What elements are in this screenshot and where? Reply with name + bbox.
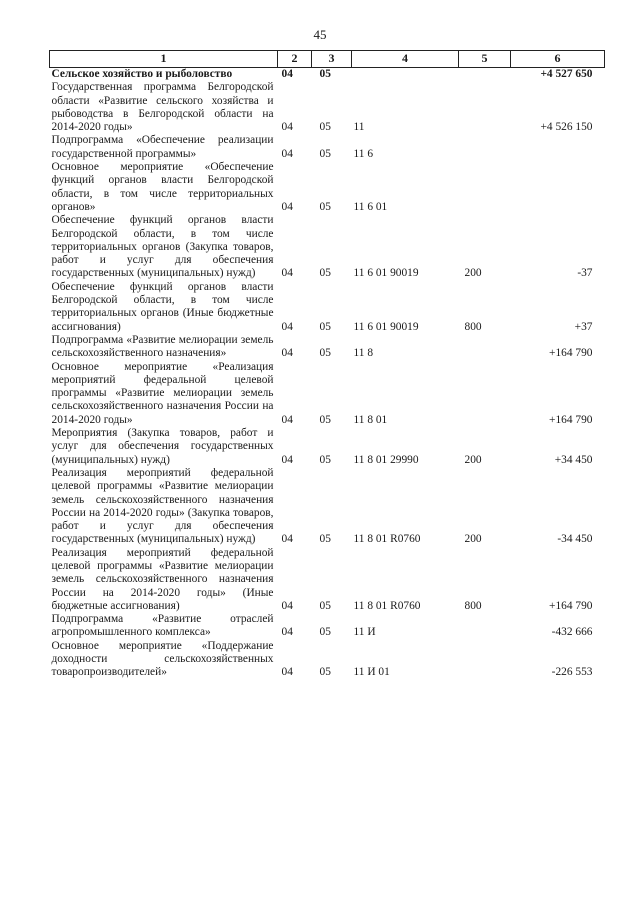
row-code-expense-type bbox=[459, 613, 511, 640]
row-code-target: 11 8 bbox=[353, 347, 374, 360]
table-row bbox=[50, 81, 605, 134]
table-row bbox=[50, 214, 605, 280]
row-name: Подпрограмма «Развитие мелиорации земель сельскохозяйственного назначения» bbox=[51, 333, 274, 360]
row-code-subsection: 05 bbox=[319, 320, 331, 333]
row-code-expense-type bbox=[459, 134, 511, 161]
row-code-subsection: 05 bbox=[319, 68, 331, 80]
row-code-expense-type: 200 bbox=[464, 267, 482, 280]
row-name: Подпрограмма «Развитие отраслей агропромышленного комплекса» bbox=[51, 613, 274, 639]
row-amount: +164 790 bbox=[549, 599, 593, 612]
header-col-5: 5 bbox=[459, 51, 511, 68]
row-code-expense-type bbox=[459, 161, 511, 214]
row-code-section: 04 bbox=[281, 453, 293, 466]
row-amount: +4 526 150 bbox=[540, 121, 593, 134]
row-code-target: 11 8 01 29990 bbox=[353, 453, 419, 466]
row-code-expense-type: 200 bbox=[464, 533, 482, 546]
row-code-section: 04 bbox=[281, 68, 293, 80]
row-code-subsection: 05 bbox=[319, 200, 331, 213]
header-col-6: 6 bbox=[511, 51, 605, 68]
header-col-3: 3 bbox=[312, 51, 352, 68]
row-code-subsection: 05 bbox=[319, 453, 331, 466]
table-row bbox=[50, 361, 605, 427]
header-col-2: 2 bbox=[278, 51, 312, 68]
row-name: Мероприятия (Закупка товаров, работ и услуг для обеспечения государственных (муниципальных) нужд) bbox=[51, 427, 274, 466]
row-code-expense-type: 200 bbox=[464, 453, 482, 466]
table-row bbox=[50, 134, 605, 161]
row-name: Государственная программа Белгородской области «Развитие сельского хозяйства и рыбоводства в Белгородской области на 2014-2020 годы» bbox=[51, 81, 274, 134]
row-code-target: 11 bbox=[353, 121, 365, 134]
row-code-section: 04 bbox=[281, 626, 293, 639]
row-code-section: 04 bbox=[281, 200, 293, 213]
row-name: Основное мероприятие «Обеспечение функций органов власти Белгородской области, в том числе территориальных органов» bbox=[51, 161, 274, 213]
row-code-subsection: 05 bbox=[319, 626, 331, 639]
row-code-target: 11 8 01 R0760 bbox=[353, 533, 421, 546]
row-code-subsection: 05 bbox=[319, 599, 331, 612]
row-code-section: 04 bbox=[281, 121, 293, 134]
table-row bbox=[50, 334, 605, 361]
table-row bbox=[50, 161, 605, 214]
row-code-section: 04 bbox=[281, 599, 293, 612]
row-amount: -432 666 bbox=[551, 626, 593, 639]
row-code-expense-type: 800 bbox=[464, 599, 482, 612]
row-amount: -34 450 bbox=[557, 533, 593, 546]
row-code-target: 11 6 01 90019 bbox=[353, 267, 419, 280]
table-row bbox=[50, 613, 605, 640]
row-code-section: 04 bbox=[281, 533, 293, 546]
table-row bbox=[50, 68, 605, 82]
row-name: Основное мероприятие «Реализация мероприятий федеральной целевой программы «Развитие мелиорации земель сельскохозяйственного назначения России на 2014-2020 годы» bbox=[51, 360, 274, 426]
row-amount: +37 bbox=[574, 320, 593, 333]
row-code-subsection: 05 bbox=[319, 147, 331, 160]
table-row bbox=[50, 640, 605, 680]
table-row bbox=[50, 547, 605, 613]
table-row bbox=[50, 281, 605, 334]
row-code-target: 11 8 01 bbox=[353, 413, 388, 426]
row-name: Реализация мероприятий федеральной целевой программы «Развитие мелиорации земель сельскохозяйственного назначения России на 2014-2020 годы» (Иные бюджетные ассигнования) bbox=[51, 546, 274, 612]
row-code-expense-type bbox=[459, 68, 511, 82]
table-header-row bbox=[50, 51, 605, 68]
table-row bbox=[50, 427, 605, 467]
row-code-expense-type bbox=[459, 361, 511, 427]
page-number: 45 bbox=[313, 27, 327, 42]
header-col-4: 4 bbox=[352, 51, 459, 68]
row-code-target: 11 6 01 bbox=[353, 200, 388, 213]
row-code-expense-type: 800 bbox=[464, 320, 482, 333]
row-code-target bbox=[352, 68, 459, 82]
row-code-subsection: 05 bbox=[319, 413, 331, 426]
budget-table bbox=[49, 50, 605, 680]
row-code-section: 04 bbox=[281, 267, 293, 280]
row-code-subsection: 05 bbox=[319, 121, 331, 134]
row-code-target: 11 6 bbox=[353, 147, 374, 160]
row-amount: -37 bbox=[577, 267, 593, 280]
header-col-1: 1 bbox=[50, 51, 278, 68]
table-row bbox=[50, 467, 605, 547]
row-name: Сельское хозяйство и рыболовство bbox=[51, 68, 233, 80]
row-code-expense-type bbox=[459, 334, 511, 361]
row-code-section: 04 bbox=[281, 413, 293, 426]
row-code-target: 11 6 01 90019 bbox=[353, 320, 419, 333]
row-code-expense-type bbox=[459, 81, 511, 134]
row-code-section: 04 bbox=[281, 666, 293, 679]
row-code-target: 11 8 01 R0760 bbox=[353, 599, 421, 612]
row-name: Основное мероприятие «Поддержание доходности сельскохозяйственных товаропроизводителей» bbox=[51, 639, 274, 679]
row-code-target: 11 И 01 bbox=[353, 666, 390, 679]
row-code-section: 04 bbox=[281, 347, 293, 360]
row-code-section: 04 bbox=[281, 320, 293, 333]
row-code-subsection: 05 bbox=[319, 666, 331, 679]
row-name: Обеспечение функций органов власти Белгородской области, в том числе территориальных органов (Закупка товаров, работ и услуг для обеспечения государственных (муниципальных) нужд) bbox=[51, 214, 274, 280]
row-name: Реализация мероприятий федеральной целевой программы «Развитие мелиорации земель сельскохозяйственного назначения России на 2014-2020 годы» (Закупка товаров, работ и услуг для обеспечения государственных (муниципальных) нужд) bbox=[51, 466, 274, 546]
row-amount: -226 553 bbox=[551, 666, 593, 679]
row-amount: +164 790 bbox=[549, 413, 593, 426]
row-name: Подпрограмма «Обеспечение реализации государственной программы» bbox=[51, 134, 274, 160]
row-amount: +164 790 bbox=[549, 347, 593, 360]
row-amount bbox=[511, 134, 605, 161]
row-amount: +4 527 650 bbox=[540, 68, 593, 80]
row-amount bbox=[511, 161, 605, 214]
row-name: Обеспечение функций органов власти Белгородской области, в том числе территориальных органов (Иные бюджетные ассигнования) bbox=[51, 280, 274, 333]
row-code-subsection: 05 bbox=[319, 533, 331, 546]
row-code-target: 11 И bbox=[353, 626, 376, 639]
row-amount: +34 450 bbox=[554, 453, 593, 466]
row-code-expense-type bbox=[459, 640, 511, 680]
row-code-subsection: 05 bbox=[319, 347, 331, 360]
row-code-subsection: 05 bbox=[319, 267, 331, 280]
row-code-section: 04 bbox=[281, 147, 293, 160]
